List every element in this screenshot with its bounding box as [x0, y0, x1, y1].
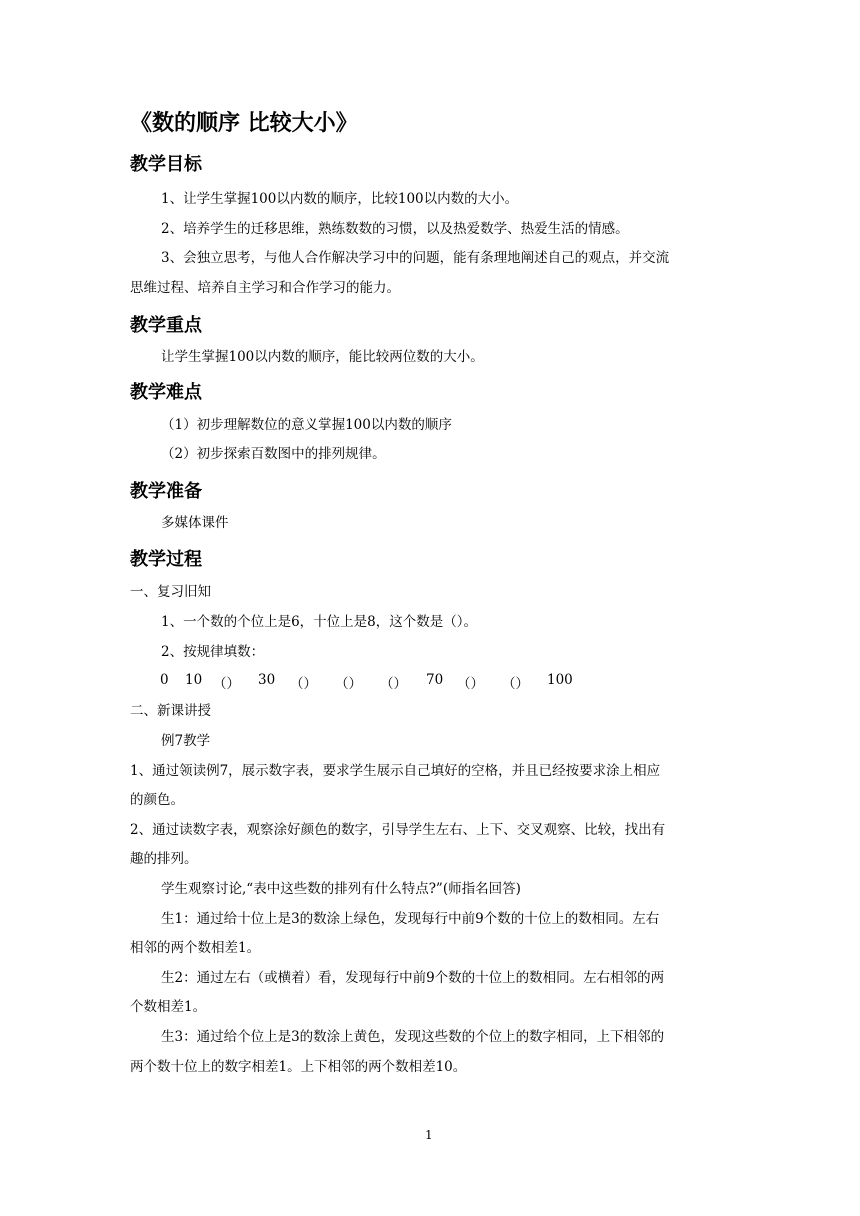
body-line-4: 趣的排列。: [130, 851, 198, 867]
goal-line-3: 3、会独立思考，与他人合作解决学习中的问题，能有条理地阐述自己的观点，并交流: [161, 250, 670, 266]
goal-line-2: 2、培养学生的迁移思维，熟练数数的习惯，以及热爱数学、热爱生活的情感。: [161, 221, 629, 237]
body-line-2: 的颜色。: [130, 792, 184, 808]
sequence-item: （）: [213, 676, 240, 692]
difficulty-line-2: （2）初步探索百数图中的排列规律。: [161, 446, 386, 462]
sequence-item: 30: [258, 672, 276, 688]
example-title: 例7教学: [161, 733, 211, 749]
sequence-item: （）: [502, 676, 529, 692]
body-line-3: 2、通过读数字表，观察涂好颜色的数字，引导学生左右、上下、交叉观察、比较，找出有: [130, 822, 666, 838]
body-line-10: 生3：通过给个位上是3的数涂上黄色，发现这些数的个位上的数字相同，上下相邻的: [161, 1029, 665, 1045]
sequence-item: 70: [426, 672, 444, 688]
body-line-9: 个数相差1。: [130, 999, 207, 1015]
review-line-2: 2、按规律填数：: [161, 644, 265, 660]
sequence-item: （）: [335, 676, 362, 692]
sequence-item: （）: [380, 676, 407, 692]
body-line-11: 两个数十位上的数字相差1。上下相邻的两个数相差10。: [130, 1059, 467, 1075]
key-point-line-1: 让学生掌握100以内数的顺序，能比较两位数的大小。: [161, 349, 484, 365]
sequence-item: 100: [547, 672, 573, 688]
heading-preparation: 教学准备: [130, 481, 202, 502]
difficulty-line-1: （1）初步理解数位的意义掌握100以内数的顺序: [161, 417, 452, 433]
document-title: 《数的顺序 比较大小》: [130, 111, 358, 136]
body-line-1: 1、通过领读例7，展示数字表，要求学生展示自己填好的空格，并且已经按要求涂上相应: [130, 763, 661, 779]
sequence-item: 0: [160, 672, 169, 688]
body-line-6: 生1：通过给十位上是3的数涂上绿色，发现每行中前9个数的十位上的数相同。左右: [161, 911, 660, 927]
sequence-item: （）: [457, 676, 484, 692]
sequence-item: （）: [290, 676, 317, 692]
body-line-5: 学生观察讨论,“表中这些数的排列有什么特点?”(师指名回答): [161, 881, 521, 897]
goal-line-4: 思维过程、培养自主学习和合作学习的能力。: [130, 280, 400, 296]
heading-process: 教学过程: [130, 549, 202, 570]
sequence-item: 10: [185, 672, 203, 688]
new-lesson-title: 二、新课讲授: [130, 703, 211, 719]
page-number: 1: [425, 1128, 433, 1142]
review-title: 一、复习旧知: [130, 584, 211, 600]
heading-goals: 教学目标: [130, 154, 202, 175]
body-line-8: 生2：通过左右（或横着）看，发现每行中前9个数的十位上的数相同。左右相邻的两: [161, 970, 665, 986]
heading-difficulties: 教学难点: [130, 382, 202, 403]
goal-line-1: 1、让学生掌握100以内数的顺序，比较100以内数的大小。: [161, 191, 519, 207]
heading-key-points: 教学重点: [130, 315, 202, 336]
preparation-line-1: 多媒体课件: [161, 515, 229, 531]
review-line-1: 1、一个数的个位上是6，十位上是8，这个数是（）。: [161, 614, 478, 630]
body-line-7: 相邻的两个数相差1。: [130, 940, 261, 956]
